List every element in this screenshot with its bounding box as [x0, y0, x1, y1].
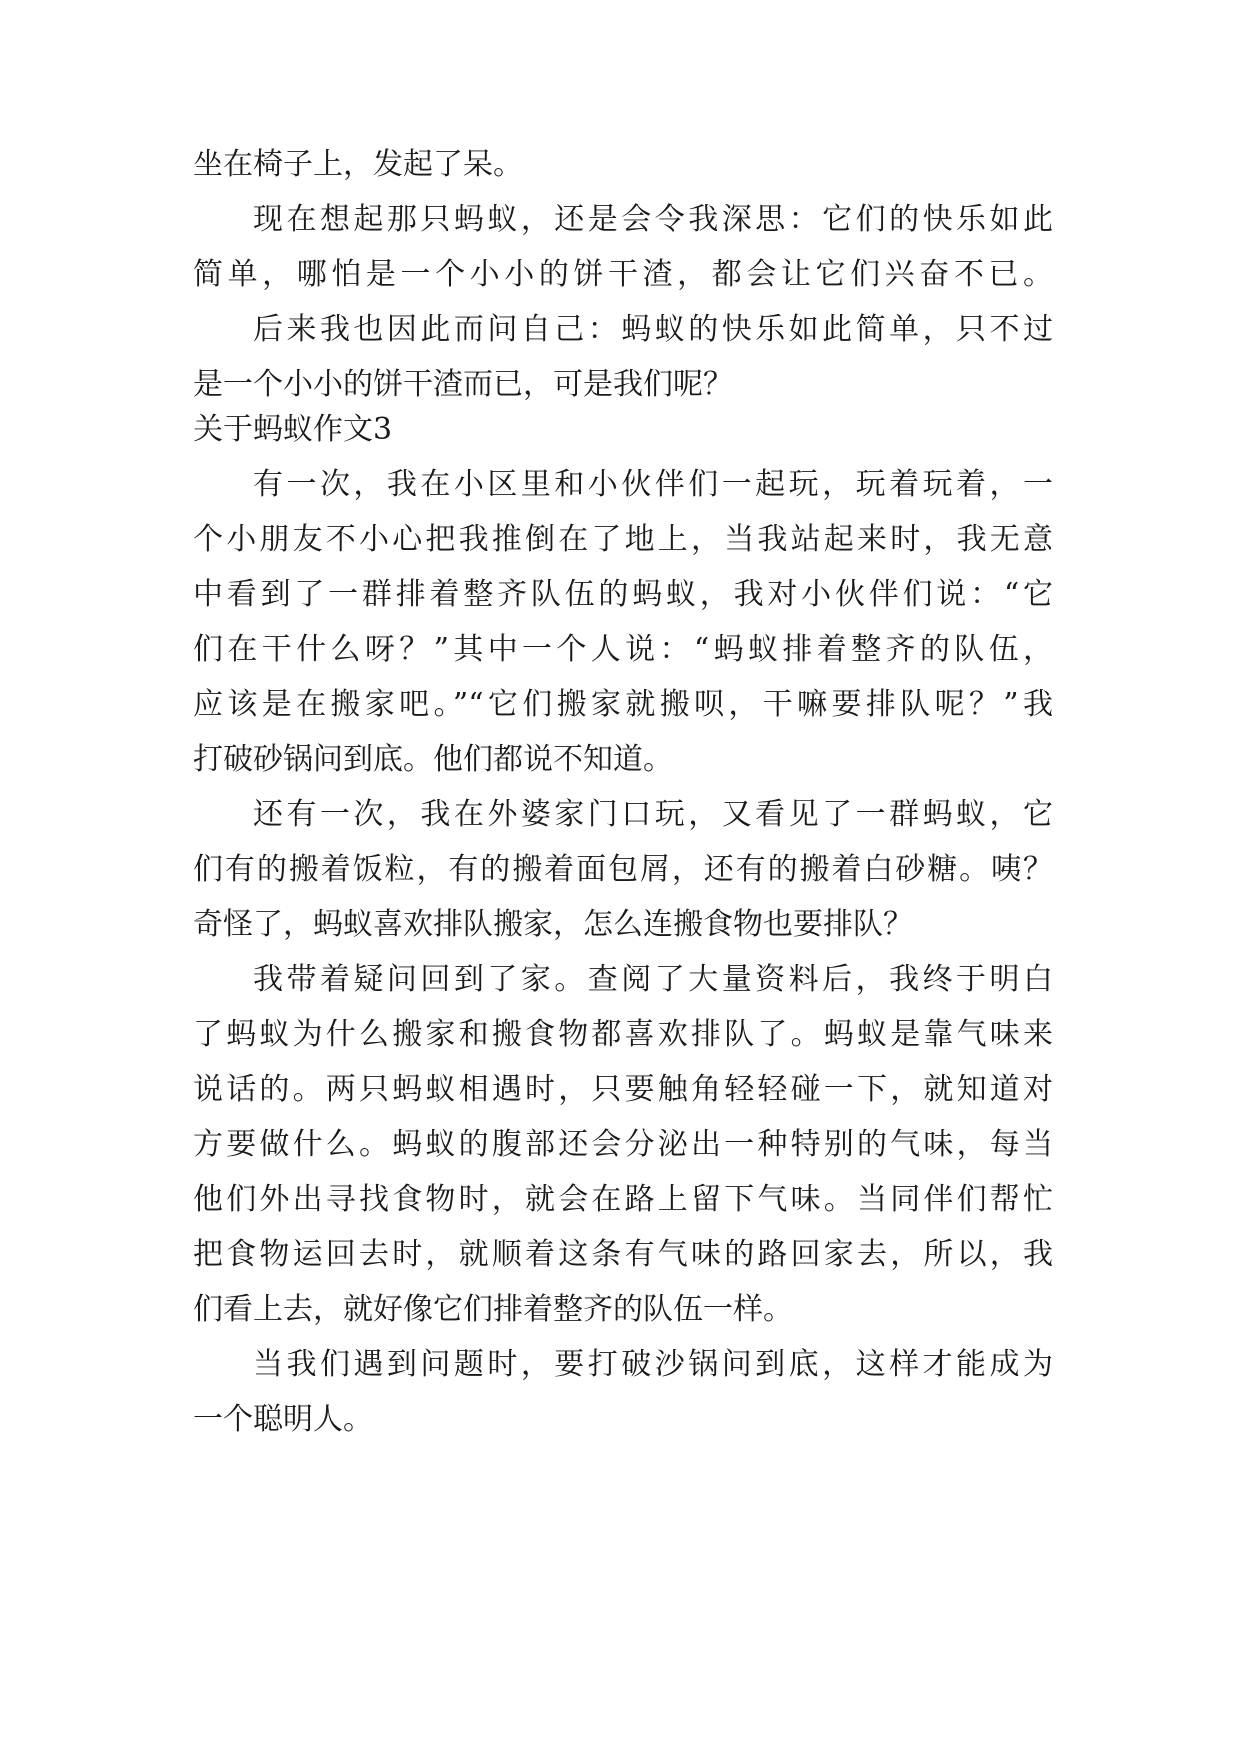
paragraph-3-line-2: 是一个小小的饼干渣而已，可是我们呢？ — [193, 367, 733, 402]
paragraph-6-line-5: 他们外出寻找食物时，就会在路上留下气味。当同伴们帮忙 — [193, 1182, 1053, 1217]
paragraph-1-line-1: 坐在椅子上，发起了呆。 — [193, 147, 523, 182]
paragraph-4-line-5: 应该是在搬家吧。”“它们搬家就搬呗，干嘛要排队呢？”我 — [193, 687, 1053, 722]
paragraph-4-line-1: 有一次，我在小区里和小伙伴们一起玩，玩着玩着，一 — [253, 467, 1053, 502]
paragraph-4-line-4: 们在干什么呀？”其中一个人说：“蚂蚁排着整齐的队伍， — [193, 632, 1053, 667]
paragraph-7-line-1: 当我们遇到问题时，要打破沙锅问到底，这样才能成为 — [253, 1347, 1053, 1382]
paragraph-5-line-3: 奇怪了，蚂蚁喜欢排队搬家，怎么连搬食物也要排队？ — [193, 907, 913, 942]
paragraph-4-line-2: 个小朋友不小心把我推倒在了地上，当我站起来时，我无意 — [193, 522, 1053, 557]
paragraph-6-line-7: 们看上去，就好像它们排着整齐的队伍一样。 — [193, 1292, 793, 1327]
paragraph-5-line-1: 还有一次，我在外婆家门口玩，又看见了一群蚂蚁，它 — [253, 797, 1053, 832]
paragraph-2-line-1: 现在想起那只蚂蚁，还是会令我深思：它们的快乐如此 — [253, 202, 1053, 237]
paragraph-7-line-2: 一个聪明人。 — [193, 1402, 373, 1437]
paragraph-6-line-2: 了蚂蚁为什么搬家和搬食物都喜欢排队了。蚂蚁是靠气味来 — [193, 1017, 1053, 1052]
paragraph-4-line-6: 打破砂锅问到底。他们都说不知道。 — [193, 742, 673, 777]
paragraph-6-line-6: 把食物运回去时，就顺着这条有气味的路回家去，所以，我 — [193, 1237, 1053, 1272]
paragraph-2-line-2: 简单，哪怕是一个小小的饼干渣，都会让它们兴奋不已。 — [193, 257, 1053, 292]
paragraph-6-line-3: 说话的。两只蚂蚁相遇时，只要触角轻轻碰一下，就知道对 — [193, 1072, 1053, 1107]
paragraph-6-line-4: 方要做什么。蚂蚁的腹部还会分泌出一种特别的气味，每当 — [193, 1127, 1053, 1162]
section-heading: 关于蚂蚁作文3 — [193, 412, 393, 447]
paragraph-6-line-1: 我带着疑问回到了家。查阅了大量资料后，我终于明白 — [253, 962, 1053, 997]
paragraph-3-line-1: 后来我也因此而问自己：蚂蚁的快乐如此简单，只不过 — [253, 312, 1053, 347]
paragraph-5-line-2: 们有的搬着饭粒，有的搬着面包屑，还有的搬着白砂糖。咦？ — [193, 852, 1053, 887]
paragraph-4-line-3: 中看到了一群排着整齐队伍的蚂蚁，我对小伙伴们说：“它 — [193, 577, 1053, 612]
